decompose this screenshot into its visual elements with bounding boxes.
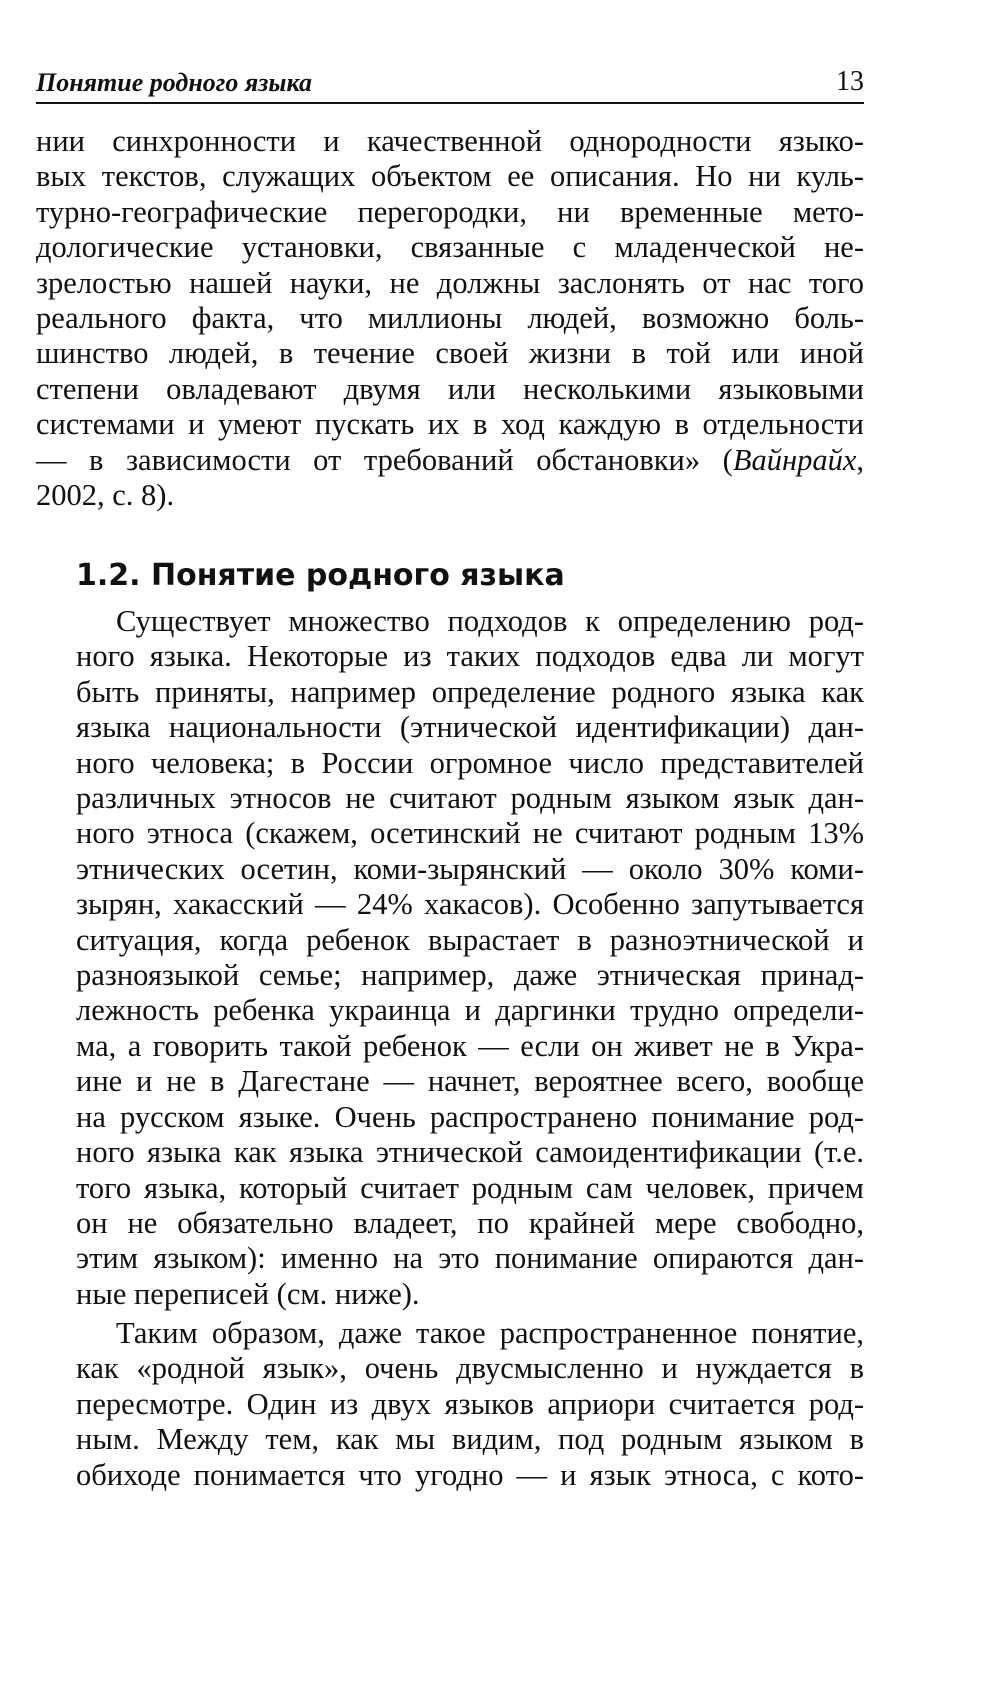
citation-author: Вайнрайх xyxy=(732,442,857,477)
text-line: Таким образом, даже такое распространенное понятие, xyxy=(116,1316,864,1350)
text-line: пересмотре. Один из двух языков априори считается род- xyxy=(76,1386,864,1421)
text-line: нии синхронности и качественной однородности языко- xyxy=(36,124,864,158)
text-line: быть приняты, например определение родного языка как xyxy=(76,674,864,709)
running-title: Понятие родного языка xyxy=(36,68,312,97)
text-line: ине и не в Дагестане — начнет, вероятнее всего, вообще xyxy=(76,1064,864,1099)
text-line: того языка, который считает родным сам человек, причем xyxy=(76,1170,864,1205)
text-line: зрелостью нашей науки, не должны заслонять от нас того xyxy=(36,265,864,300)
text-line: как «родной язык», очень двусмысленно и нуждается в xyxy=(76,1351,864,1386)
text-line: языка национальности (этнической идентификации) дан- xyxy=(76,710,864,745)
text-line: он не обязательно владеет, по крайней мере свободно, xyxy=(76,1205,864,1240)
citation-tail: , xyxy=(856,442,864,477)
text-line: реального факта, что миллионы людей, возможно боль- xyxy=(36,301,864,336)
text-line: вых текстов, служащих объектом ее описания. Но ни куль- xyxy=(36,159,864,194)
text-line: шинство людей, в течение своей жизни в той или иной xyxy=(36,336,864,371)
text-line: обиходе понимается что угодно — и язык этноса, с кото- xyxy=(76,1457,864,1492)
text-line: дологические установки, связанные с младенческой не- xyxy=(36,230,864,265)
text-line: ного языка. Некоторые из таких подходов едва ли могут xyxy=(76,639,864,674)
text-line: степени овладевают двумя или несколькими языковыми xyxy=(36,371,864,406)
text-line: на русском языке. Очень распространено понимание род- xyxy=(76,1099,864,1134)
text-line: Существует множество подходов к определению род- xyxy=(116,604,864,638)
page-number: 13 xyxy=(836,66,864,97)
text-line: ситуация, когда ребенок вырастает в разноэтнической и xyxy=(76,922,864,957)
text-line: этнических осетин, коми-зырянский — около 30% коми- xyxy=(76,851,864,886)
text-line: ма, а говорить такой ребенок — если он живет не в Укра- xyxy=(76,1028,864,1063)
text-line: ным. Между тем, как мы видим, под родным языком в xyxy=(76,1422,864,1457)
text-line: ные переписей (см. ниже). xyxy=(76,1276,420,1311)
section-heading: 1.2. Понятие родного языка xyxy=(76,558,565,593)
text-line: 2002, с. 8). xyxy=(36,478,175,513)
text-line: этим языком): именно на это понимание опираются дан- xyxy=(76,1241,864,1276)
paragraph-native-language-ambiguity xyxy=(36,1316,864,1493)
text-line: ного языка как языка этнической самоидентификации (т.е. xyxy=(76,1135,864,1170)
citation-lead: — в зависимости от требований обстановки» ( xyxy=(36,442,733,477)
running-header xyxy=(36,62,864,104)
text-line: ного этноса (скажем, осетинский не считают родным 13% xyxy=(76,816,864,851)
text-line: лежность ребенка украинца и даргинки трудно определи- xyxy=(76,993,864,1028)
text-line: разноязыкой семье; например, даже этническая принад- xyxy=(76,958,864,993)
text-line: системами и умеют пускать их в ход каждую в отдельности xyxy=(36,407,864,442)
paragraph-native-language-approaches xyxy=(36,604,864,1312)
text-line: зырян, хакасский — 24% хакасов). Особенно запутывается xyxy=(76,887,864,922)
text-line: ного человека; в России огромное число представителей xyxy=(76,745,864,780)
text-line: различных этносов не считают родным языком язык дан- xyxy=(76,781,864,816)
text-line-citation xyxy=(36,443,864,478)
text-line: турно-географические перегородки, ни временные мето- xyxy=(36,194,864,229)
paragraph-quote-end xyxy=(36,124,864,513)
